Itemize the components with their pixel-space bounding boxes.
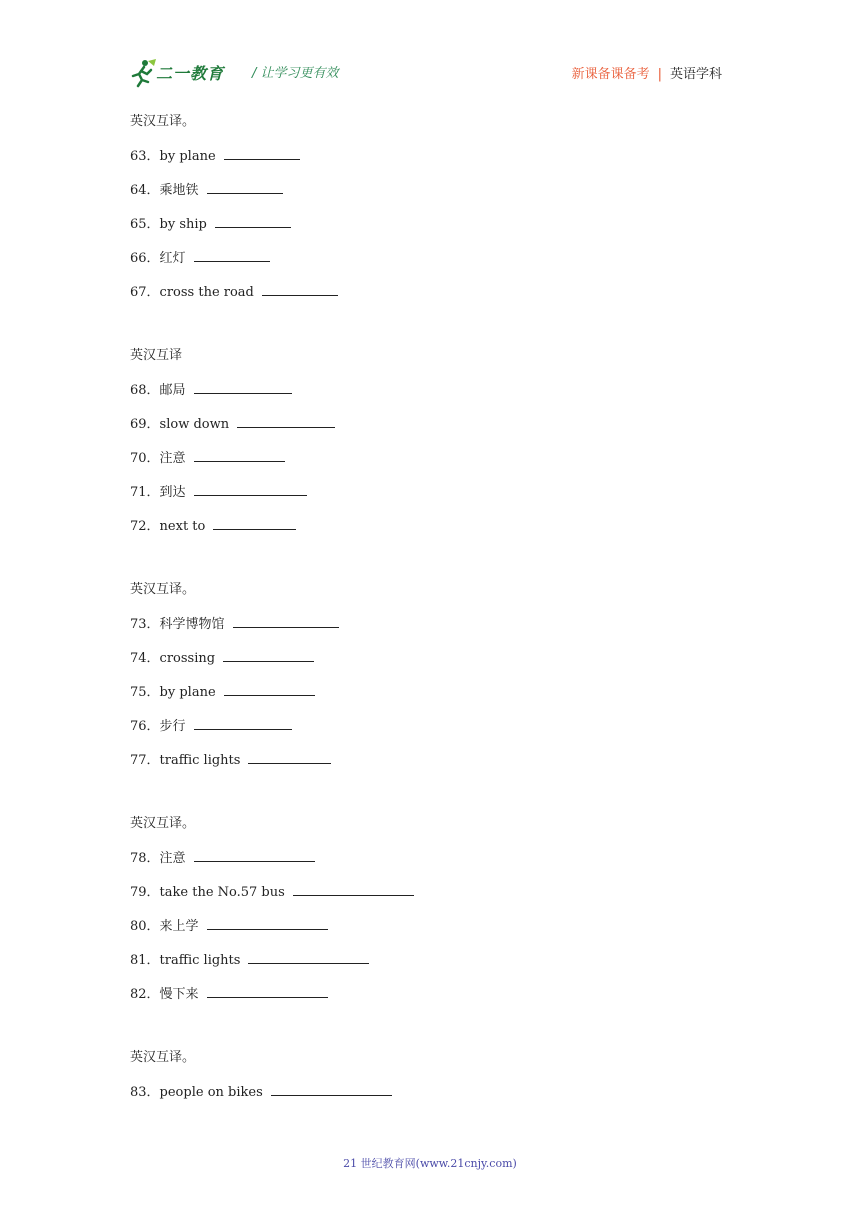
header-course-label: 新课备课备考 xyxy=(571,67,650,82)
answer-blank[interactable] xyxy=(271,1082,392,1096)
item-prompt: 注意 xyxy=(159,851,186,866)
item-number: 74． xyxy=(130,651,160,666)
section-title: 英汉互译。 xyxy=(130,816,196,831)
item-prompt: cross the road xyxy=(159,285,254,300)
exercise-item xyxy=(130,248,750,282)
answer-blank[interactable] xyxy=(194,248,270,262)
answer-blank[interactable] xyxy=(248,750,331,764)
exercise-item xyxy=(130,984,750,1018)
item-prompt: 红灯 xyxy=(159,251,186,266)
section-title: 英汉互译。 xyxy=(130,1050,196,1065)
item-prompt: 到达 xyxy=(159,485,186,500)
header-subject xyxy=(572,63,722,82)
item-number: 65． xyxy=(130,217,160,232)
exercise-item xyxy=(130,916,750,950)
answer-blank[interactable] xyxy=(194,482,307,496)
answer-blank[interactable] xyxy=(215,214,291,228)
exercise-item xyxy=(130,282,750,316)
exercise-item xyxy=(130,848,750,882)
answer-blank[interactable] xyxy=(207,180,283,194)
exercise-item xyxy=(130,482,750,516)
answer-blank[interactable] xyxy=(224,146,300,160)
answer-blank[interactable] xyxy=(248,950,369,964)
exercise-item xyxy=(130,750,750,784)
section-title: 英汉互译。 xyxy=(130,582,196,597)
item-prompt: by ship xyxy=(159,217,207,232)
item-number: 76． xyxy=(130,719,160,734)
answer-blank[interactable] xyxy=(194,448,285,462)
exercise-item xyxy=(130,214,750,248)
item-prompt: 邮局 xyxy=(159,383,186,398)
exercise-item xyxy=(130,882,750,916)
answer-blank[interactable] xyxy=(237,414,335,428)
item-number: 70． xyxy=(130,451,160,466)
item-number: 71． xyxy=(130,485,160,500)
exercise-section xyxy=(130,346,750,550)
answer-blank[interactable] xyxy=(223,648,314,662)
exercise-item xyxy=(130,180,750,214)
item-number: 66． xyxy=(130,251,160,266)
exercise-item xyxy=(130,950,750,984)
answer-blank[interactable] xyxy=(213,516,296,530)
answer-blank[interactable] xyxy=(233,614,339,628)
logo xyxy=(130,58,240,88)
page-footer: 21 世纪教育网(www.21cnjy.com) xyxy=(343,1157,517,1170)
header-subject-label: 英语学科 xyxy=(669,67,722,82)
item-prompt: traffic lights xyxy=(159,753,241,768)
answer-blank[interactable] xyxy=(194,716,292,730)
item-prompt: 慢下来 xyxy=(159,987,199,1002)
answer-blank[interactable] xyxy=(207,984,328,998)
item-prompt: 步行 xyxy=(159,719,186,734)
page-header xyxy=(130,58,730,88)
answer-blank[interactable] xyxy=(194,380,292,394)
item-number: 69． xyxy=(130,417,160,432)
item-number: 80． xyxy=(130,919,160,934)
item-prompt: 科学博物馆 xyxy=(159,617,225,632)
header-slogan: / 让学习更有效 xyxy=(252,66,339,81)
item-number: 78． xyxy=(130,851,160,866)
exercise-item xyxy=(130,1082,750,1116)
exercise-item xyxy=(130,648,750,682)
item-number: 83． xyxy=(130,1085,160,1100)
item-prompt: traffic lights xyxy=(159,953,241,968)
exercise-item xyxy=(130,716,750,750)
item-prompt: by plane xyxy=(159,685,216,700)
item-number: 81． xyxy=(130,953,160,968)
item-number: 73． xyxy=(130,617,160,632)
answer-blank[interactable] xyxy=(207,916,328,930)
logo-text: 二一教育 xyxy=(156,64,225,83)
item-prompt: crossing xyxy=(159,651,216,666)
item-prompt: 来上学 xyxy=(159,919,199,934)
answer-blank[interactable] xyxy=(224,682,315,696)
item-prompt: people on bikes xyxy=(159,1085,263,1100)
exercise-item xyxy=(130,448,750,482)
item-prompt: by plane xyxy=(159,149,216,164)
answer-blank[interactable] xyxy=(194,848,315,862)
exercise-section xyxy=(130,814,750,1018)
item-number: 79． xyxy=(130,885,160,900)
item-number: 63． xyxy=(130,149,160,164)
answer-blank[interactable] xyxy=(293,882,414,896)
item-number: 75． xyxy=(130,685,160,700)
item-number: 64． xyxy=(130,183,160,198)
header-separator: | xyxy=(657,67,662,82)
item-number: 67． xyxy=(130,285,160,300)
item-number: 68． xyxy=(130,383,160,398)
item-prompt: take the No.57 bus xyxy=(159,885,285,900)
exercise-item xyxy=(130,146,750,180)
exercise-item xyxy=(130,414,750,448)
exercise-section xyxy=(130,580,750,784)
item-prompt: slow down xyxy=(159,417,230,432)
exercise-item xyxy=(130,516,750,550)
answer-blank[interactable] xyxy=(262,282,338,296)
item-prompt: 乘地铁 xyxy=(159,183,199,198)
item-number: 77． xyxy=(130,753,160,768)
exercise-item xyxy=(130,682,750,716)
exercise-list xyxy=(130,112,750,1116)
exercise-section xyxy=(130,1048,750,1116)
item-prompt: next to xyxy=(159,519,206,534)
section-title: 英汉互译 xyxy=(130,348,183,363)
exercise-item xyxy=(130,614,750,648)
exercise-section xyxy=(130,112,750,316)
item-number: 72． xyxy=(130,519,160,534)
exercise-item xyxy=(130,380,750,414)
item-number: 82． xyxy=(130,987,160,1002)
runner-logo-icon xyxy=(130,58,158,88)
item-prompt: 注意 xyxy=(159,451,186,466)
section-title: 英汉互译。 xyxy=(130,114,196,129)
